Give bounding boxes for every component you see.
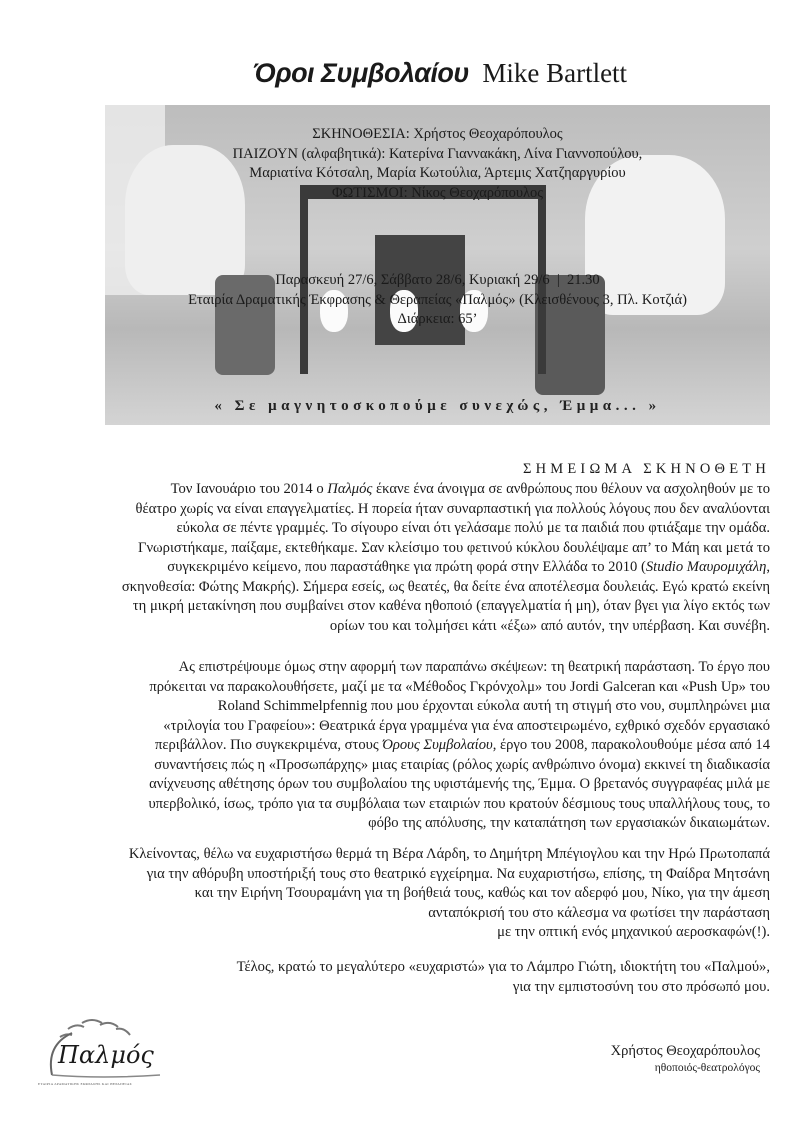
play-title: Όροι Συμβολαίου (252, 58, 469, 88)
text-line (70, 539, 770, 559)
note-paragraph-3 (70, 845, 770, 943)
text-segment: σκηνοθεσία: Φώτης Μακρής). Σήμερα εσείς, ως θεατές, θα δείτε ένα αποτέλεσμα δουλειάς. Εγώ κρατώ εκείνη (121, 578, 770, 595)
text-segment: Τον Ιανουάριο του 2014 ο (170, 481, 328, 497)
text-segment: , έργο του 2008, παρακολουθούμε μέσα από 14 (492, 737, 770, 753)
text-line (70, 775, 770, 795)
text-line (70, 736, 770, 756)
text-line (70, 717, 770, 737)
performance-duration: Διάρκεια: 65’ (397, 311, 478, 327)
text-segment: τη μικρή μετακίνηση που συμβαίνει στον καθένα ηθοποιό (επαγγελματία ή μη), όταν βγει για λίγο εκτός των (132, 598, 770, 614)
text-line (70, 958, 770, 978)
text-segment: φόβο της απόλυσης, την καταπάτηση των εργασιακών δικαιωμάτων. (368, 815, 770, 831)
text-line (70, 480, 770, 500)
text-segment: Τέλος, κρατώ το μεγαλύτερο «ευχαριστώ» για το Λάμπρο Γιώτη, ιδιοκτήτη του «Παλμού», (236, 959, 770, 975)
page-title (0, 58, 810, 89)
author-name: Mike Bartlett (482, 58, 628, 88)
text-segment: , (766, 559, 770, 575)
performance-venue: Εταιρία Δραματικής Έκφρασης & Θεραπείας «Παλμός» (Κλεισθένους 3, Πλ. Κοτζιά) (188, 291, 687, 308)
signature-name: Χρήστος Θεοχαρόπουλος (610, 1043, 760, 1059)
text-line (70, 658, 770, 678)
credit-cast-cont: Μαριατίνα Κότσαλη, Μαρία Κωτούλια, Άρτεμις Χατζηαργυρίου (249, 165, 626, 181)
credits (105, 125, 770, 203)
text-segment: Κλείνοντας, θέλω να ευχαριστήσω θερμά τη Βέρα Λάρδη, το Δημήτρη Μπέγιογλου και την Ηρώ Πρωτοπαπά (128, 846, 770, 862)
text-line (70, 519, 770, 539)
signature-role: ηθοποιός-θεατρολόγος (654, 1062, 760, 1074)
credit-cast: ΠΑΙΖΟΥΝ (αλφαβητικά): Κατερίνα Γιαννακάκη, Λίνα Γιαννοπούλου, (232, 145, 643, 162)
text-line (70, 795, 770, 815)
italic-text: Studio Μαυρομιχάλη (645, 559, 767, 575)
text-segment: θέατρο χωρίς να είναι επαγγελματίες. Η πορεία ήταν συναρπαστική για πολλούς λόγους που δεν αναλύονται (135, 500, 770, 517)
text-line (70, 558, 770, 578)
credit-lighting: ΦΩΤΙΣΜΟΙ: Νίκος Θεοχαρόπουλος (331, 184, 544, 201)
text-line (70, 978, 770, 998)
text-segment: για την εμπιστοσύνη του στο πρόσωπό μου. (512, 978, 770, 995)
italic-text: Όρους Συμβολαίου (382, 737, 493, 753)
text-segment: ανίχνευσης αθέτησης όρων του συμβολαίου της υφιστάμενής της, Έμμα. Ο βρετανός συγγραφέας μιλά με (149, 776, 770, 792)
text-line (70, 923, 770, 943)
italic-text: Παλμός (327, 481, 373, 497)
text-line (70, 597, 770, 617)
text-line (70, 904, 770, 924)
text-segment: εύκολα σε πέντε γραμμές. Το σίγουρο είναι ότι γελάσαμε πολύ με τα παιδιά που φτιάξαμε την ομάδα. (176, 520, 770, 536)
logo-subtitle: ΕΤΑΙΡΙΑ ΔΡΑΜΑΤΙΚΗΣ ΕΚΦΡΑΣΗΣ ΚΑΙ ΘΕΡΑΠΕΙΑΣ (38, 1082, 132, 1086)
text-segment: Ας επιστρέψουμε όμως στην αφορμή των παραπάνω σκέψεων: τη θεατρική παράσταση. Το έργο που (178, 659, 770, 675)
text-line (70, 884, 770, 904)
logo-text: Παλμός (58, 1041, 154, 1069)
text-segment: ορίων του και τολμήσει κάτι «έξω» από αυτόν, την υπέρβαση. Και συνέβη. (329, 617, 770, 634)
text-line (70, 756, 770, 776)
text-line (70, 500, 770, 520)
text-segment: Roland Schimmelpfennig που μου έρχονται εύκολα αυτή τη στιγμή στο νου, συμπληρώνει μια (217, 698, 770, 714)
text-line (70, 865, 770, 885)
performance-dates: Παρασκευή 27/6, Σάββατο 28/6, Κυριακή 29/6 | 21.30 (275, 272, 600, 288)
text-segment: και την Ειρήνη Τσουραμάνη για τη βοήθειά τους, καθώς και τον αδερφό μου, Νίκο, για την άμεση (194, 885, 770, 901)
text-segment: περιβάλλον. Πιο συγκεκριμένα, στους (155, 737, 383, 753)
text-segment: συγκεκριμένο κείμενο, που παραστάθηκε για πρώτη φορά στην Ελλάδα το 2010 ( (167, 559, 646, 575)
text-segment: με την οπτική ενός μηχανικού αεροσκαφών(!). (497, 924, 770, 940)
text-line (70, 617, 770, 637)
tagline-quote: « Σε μαγνητοσκοπούμε συνεχώς, Έμμα... » (214, 398, 661, 414)
note-paragraph-2 (70, 658, 770, 834)
performance-info (105, 271, 770, 330)
text-segment: ανταπόκρισή του στο κάλεσμα να φωτίσει την παράσταση (428, 904, 770, 921)
director-note-heading: ΣΗΜΕΙΩΜΑ ΣΚΗΝΟΘΕΤΗ (522, 461, 770, 477)
text-line (70, 697, 770, 717)
text-segment: «τριλογία του Γραφείου»: Θεατρικά έργα γραμμένα για ένα αποστειρωμένο, εχθρικό σχεδόν εργασιακό (163, 717, 770, 734)
text-line (70, 814, 770, 834)
note-paragraph-1 (70, 480, 770, 636)
text-line (70, 678, 770, 698)
text-segment: υπερβολικό, ίσως, τρόπο για τα συμβόλαια των εταιριών που κρατούν δέσμιους τους υπαλλήλους τους, το (148, 795, 770, 812)
credit-director: ΣΚΗΝΟΘΕΣΙΑ: Χρήστος Θεοχαρόπουλος (312, 126, 563, 142)
note-paragraph-4 (70, 958, 770, 997)
text-segment: πρόκειται να παρακολουθήσετε, μαζί με τα «Μέθοδος Γκρόνχολμ» του Jordi Galceran και «Push Up» του (149, 678, 770, 695)
text-line (70, 845, 770, 865)
text-segment: συναντήσεις πώς η «Προσωπάρχης» μιας εταιρίας (ρόλος χωρίς ανθρώπινο όνομα) εκκινεί τη διαδικασία (154, 756, 770, 773)
text-segment: για την αθόρυβη υποστήριξή τους στο θεατρικό εγχείρημα. Να ευχαριστήσω, επίσης, τη Φαίδρα Μητσάνη (146, 865, 770, 882)
text-segment: Γνωριστήκαμε, παίξαμε, εκτεθήκαμε. Σαν κλείσιμο του φετινού κύκλου δουλέψαμε απ’ το Μάη και μετά το (138, 539, 770, 556)
text-line (70, 578, 770, 598)
text-segment: έκανε ένα άνοιγμα σε ανθρώπους που θέλουν να ασχοληθούν με το (372, 481, 770, 497)
